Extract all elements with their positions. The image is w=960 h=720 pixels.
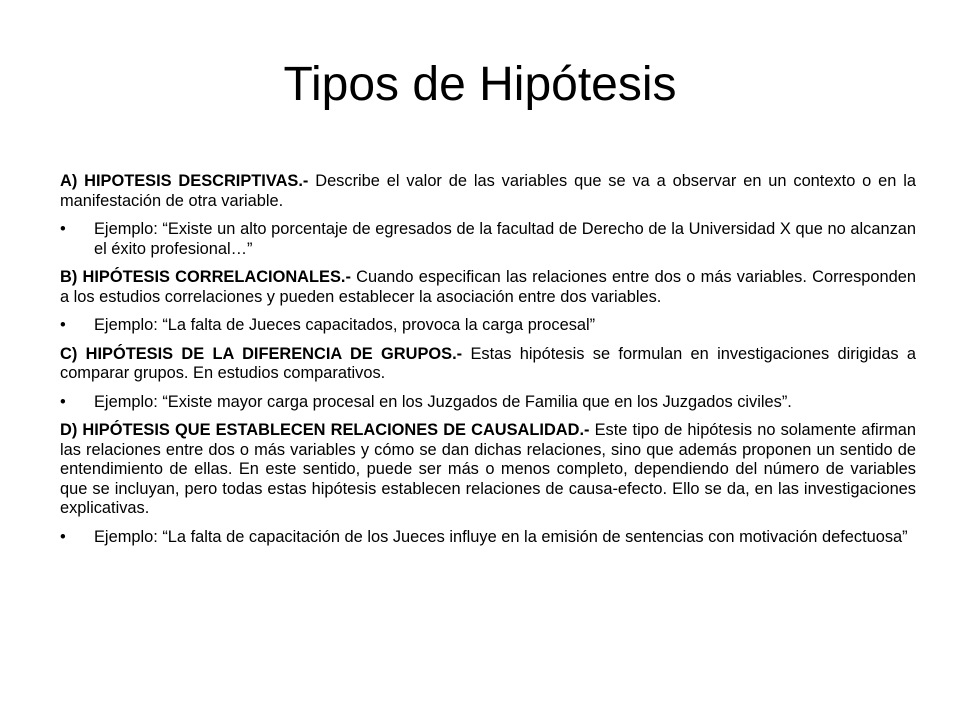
section-a-example <box>60 220 916 259</box>
section-a-text: Describe el valor de las variables que se va a observar en un contexto o en la manifestación de otra variable. <box>60 172 916 210</box>
section-c-text: Estas hipótesis se formulan en investigaciones dirigidas a comparar grupos. En estudios comparativos. <box>60 344 916 382</box>
section-c-heading: C) HIPÓTESIS DE LA DIFERENCIA DE GRUPOS.- <box>60 344 463 363</box>
section-c-example-text: Ejemplo: “Existe mayor carga procesal en los Juzgados de Familia que en los Juzgados civiles”. <box>94 392 792 411</box>
bullet-icon: • <box>60 220 66 238</box>
bullet-icon: • <box>60 316 66 334</box>
section-d-example-text: Ejemplo: “La falta de capacitación de los Jueces influye en la emisión de sentencias con motivación defectuosa” <box>94 527 908 546</box>
section-d-paragraph <box>60 421 916 519</box>
section-b-heading: B) HIPÓTESIS CORRELACIONALES.- <box>60 268 351 286</box>
section-a-heading: A) HIPOTESIS DESCRIPTIVAS.- <box>60 172 309 190</box>
section-c-paragraph <box>60 345 916 384</box>
bullet-icon: • <box>60 527 66 546</box>
section-b-example <box>60 316 916 336</box>
section-b-text: Cuando especifican las relaciones entre dos o más variables. Corresponden a los estudios correlaciones y pueden establecer la asociación entre dos variables. <box>60 268 916 306</box>
section-a-paragraph <box>60 172 916 211</box>
section-c-example <box>60 393 916 413</box>
section-d-text: Este tipo de hipótesis no solamente afirman las relaciones entre dos o más variables y cómo se dan dichas relaciones, sino que además proponen un sentido de entendimiento de ellas. En este sentido, puede ser más o menos completo, dependiendo del número de variables que se incluyan, pero todas estas hipótesis establecen relaciones de causa-efecto. Ello se da, en las investigaciones explicativas. <box>60 421 917 517</box>
section-b-example-text: Ejemplo: “La falta de Jueces capacitados, provoca la carga procesal” <box>94 316 596 334</box>
bullet-icon: • <box>60 392 66 411</box>
slide-title: Tipos de Hipótesis <box>283 58 677 111</box>
section-b-paragraph <box>60 268 916 307</box>
section-d-example <box>60 528 916 548</box>
slide-body <box>60 172 916 556</box>
section-a-example-text: Ejemplo: “Existe un alto porcentaje de egresados de la facultad de Derecho de la Universidad X que no alcanzan el éxito profesional…” <box>94 220 916 258</box>
section-d-heading: D) HIPÓTESIS QUE ESTABLECEN RELACIONES DE CAUSALIDAD.- <box>60 421 590 439</box>
